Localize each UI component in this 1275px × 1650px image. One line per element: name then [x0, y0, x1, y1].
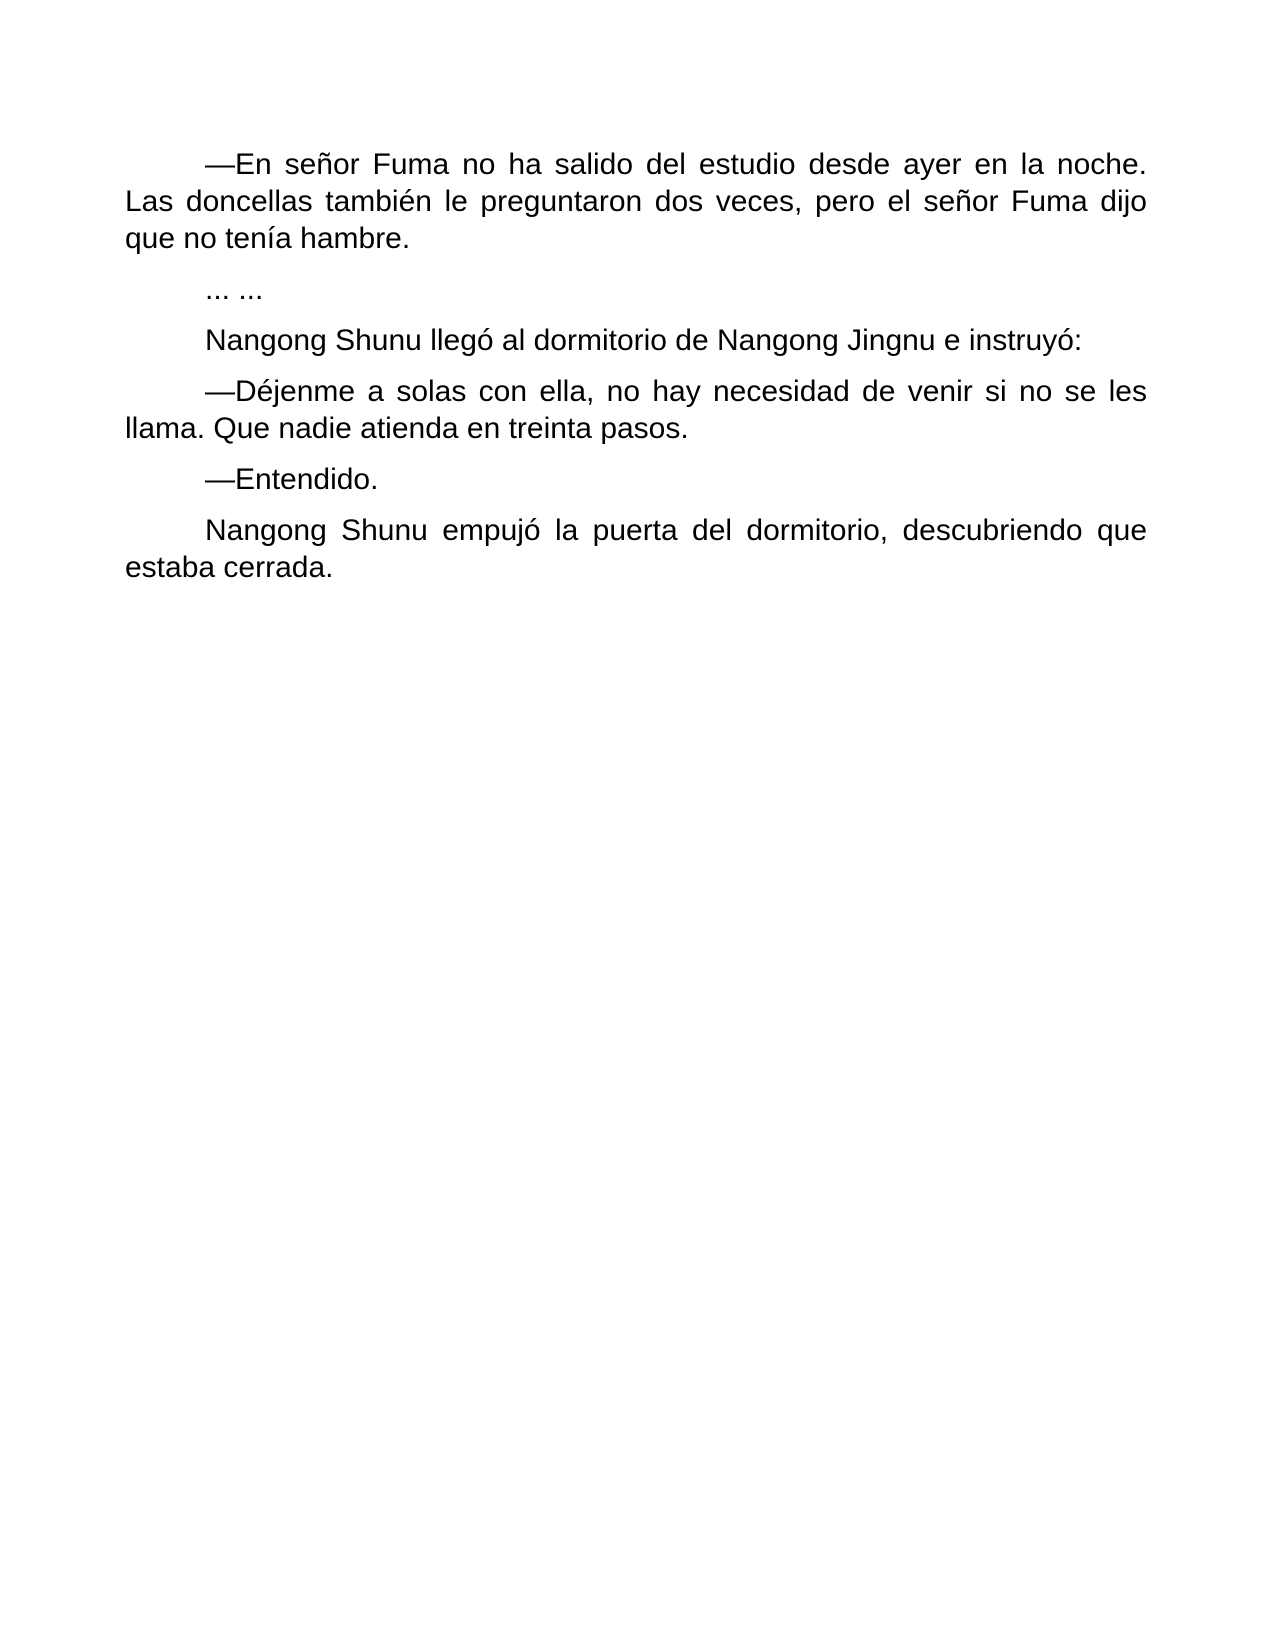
- body-text: [125, 146, 1147, 600]
- paragraph: ... ...: [205, 273, 264, 306]
- paragraph: —Déjenme a solas con ella, no hay necesidad de venir si no se les llama. Que nadie atienda en treinta pasos.: [125, 375, 1147, 445]
- paragraph: Nangong Shunu empujó la puerta del dormitorio, descubriendo que estaba cerrada.: [125, 514, 1147, 584]
- paragraph: —En señor Fuma no ha salido del estudio desde ayer en la noche. Las doncellas también le preguntaron dos veces, pero el señor Fuma dijo que no tenía hambre.: [125, 148, 1147, 255]
- paragraph: —Entendido.: [205, 463, 379, 496]
- paragraph: Nangong Shunu llegó al dormitorio de Nangong Jingnu e instruyó:: [205, 324, 1083, 357]
